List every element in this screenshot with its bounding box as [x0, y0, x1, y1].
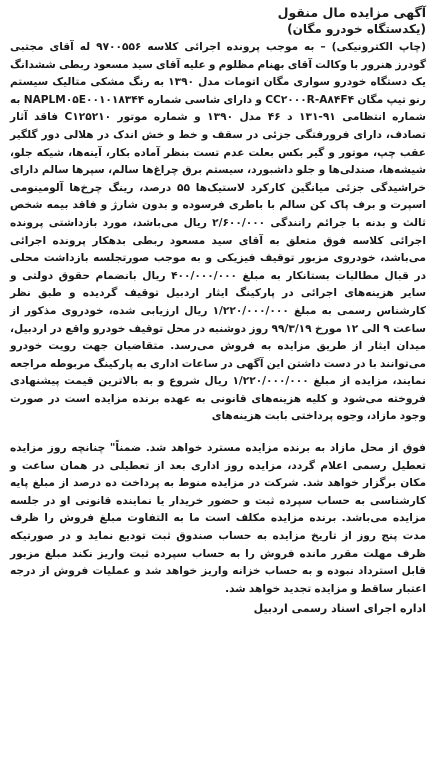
notice-title: آگهی مزایده مال منقول [277, 5, 426, 20]
paragraph-gap [10, 426, 426, 440]
notice-signature: اداره اجرای اسناد رسمی اردبیل [253, 602, 426, 616]
notice-paragraph-2: فوق از محل مازاد به برنده مزایده مسترد خواهد شد. ضمناً" چنانچه روز مزایده تعطیل رسمی اعلام گردد، مزایده روز اداری بعد از تعطیلی در همان ساعت و مکان برگزار خواهد شد. شرکت در مزایده منوط به پرداخت ده درصد از مبلغ پایه کارشناسی به حساب سپرده ثبت و حضور خریدار یا نماینده قانونی او در جلسه مزایده می‌باشد. برنده مزایده مکلف است ما به التفاوت مبلغ فروش را ظرف مدت پنج روز از تاریخ مزایده به حساب صندوق ثبت تودیع نماید و در صورتیکه ظرف مهلت مقرر مانده فروش را به حساب سپرده ثبت واریز نکند مبلغ مزبور قابل استرداد نبوده و به حساب خزانه واریز خواهد شد و عملیات فروش از درجه اعتبار ساقط و مزایده تجدید خواهد شد. [10, 442, 426, 595]
notice-paragraph-1: (چاپ الکترونیکی) – به موجب پرونده اجرائی کلاسه ۹۷۰۰۵۵۶ له آقای مجتبی گودرز هنرور با وکالت آقای بهنام مظلوم و علیه آقای سید مسعود ربطی ششدانگ یک دستگاه خودرو سواری مگان اتومات مدل ۱۳۹۰ به رنگ مشکی متالیک سیستم رنو تیپ مگان CC۲۰۰۰R-A۸۴F۴ و دارای شاسی شماره NAPLM۰۵E۰۰۱۰۱۸۳۴۴ به شماره انتظامی ۹۱-۱۳۱ د ۴۶ مدل ۱۳۹۰ و شماره موتور C۱۲۵۲۱۰ فاقد آثار تصادف، دارای فرورفتگی جزئی در سقف و خط و خش اندک در هلالی دور گلگیر عقب چپ، موتور و گیر بکس بعلت عدم تست بنظر آماده بکار، آینه‌ها، شیکه جلو، شیشه‌ها، صندلی‌ها و جلو داشبورد، سیستم برق چراغ‌ها سالم، سپرها سالم دارای خراشیدگی جزئی میانگین کارکرد لاستیک‌ها ۵۵ درصد، رینگ چرخ‌ها آلومینومی اسپرت و برف پاک کن سالم با باطری فرسوده و بدون شارژ و فاقد بیمه شخص ثالث و بدنه با جرائم رانندگی ۲/۶۰۰/۰۰۰ ریال می‌باشد، مورد بازداشتی پرونده اجرائی کلاسه فوق متعلق به آقای سید مسعود ربطی بدهکار پرونده اجرائی می‌باشد، خودروی مزبور توقیف فیزیکی و به موجب صورتجلسه بازداشت محلی در قبال مطالبات بستانکار به مبلغ ۴۰۰/۰۰۰/۰۰۰ ریال بانضمام حقوق دولتی و سایر هزینه‌های اجرائی در پارکینگ ایثار اردبیل توقیف گردیده و طبق نظر کارشناس رسمی به مبلغ ۱/۲۲۰/۰۰۰/۰۰۰ ریال ارزیابی شده، خودروی مذکور از ساعت ۹ الی ۱۲ مورخ ۹۹/۳/۱۹ روز دوشنبه در محل توقیف خودرو واقع در اردبیل، میدان ایثار از طریق مزایده به فروش می‌رسد. متقاضیان جهت رویت خودرو می‌توانند با در دست داشتن این آگهی در ساعات اداری به پارکینگ مربوطه مراجعه نمایند، مزایده از مبلغ ۱/۲۲۰/۰۰۰/۰۰۰ ریال شروع و به بالاترین قیمت پیشنهادی فروخته می‌شود و کلیه هزینه‌های قانونی به عهده برنده مزایده است در صورت وجود مازاد، وجوه پرداختی بابت هزینه‌های [10, 41, 427, 423]
notice-subtitle: (یکدستگاه خودرو مگان) [287, 22, 426, 36]
